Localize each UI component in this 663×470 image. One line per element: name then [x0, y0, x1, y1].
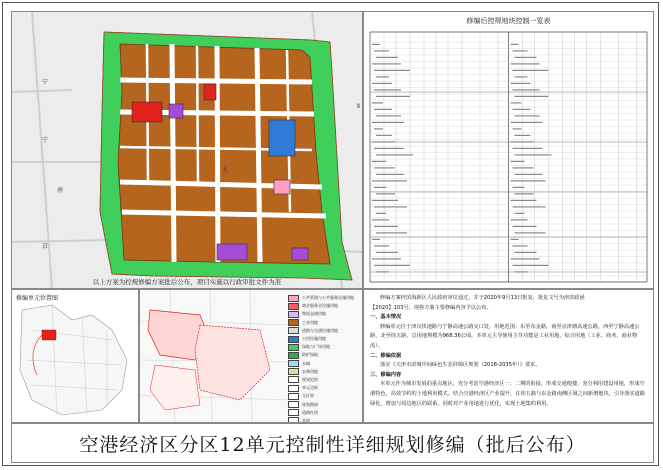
- table-cell-text: [376, 154, 413, 155]
- table-cell-text: [513, 50, 528, 51]
- table-cell-text: [376, 252, 398, 253]
- notes-body: 本单元作为城市发展的重点地区，充分考虑空港经济区一、二期的衔接，形成交通便捷、充分利用建设用地，形成空港特色，高效节约的土地利用模式。结合空港经济区产业提升，在纬五路与东金路南侧区域之间新增地块，引导落实道路绿化，增加与周边地区的联系，同时对产业用地进行优化，实现土地集约利用。: [370, 381, 645, 407]
- table-cell-text: [374, 109, 392, 110]
- legend-item: [288, 376, 358, 384]
- table-cell-text: [376, 174, 404, 175]
- legend-label: 商业服务业设施用地: [302, 303, 338, 309]
- legend-label: 分区界: [302, 393, 314, 399]
- table-cell-text: [372, 44, 380, 45]
- control-table-panel: [363, 11, 654, 289]
- table-cell-text: [511, 239, 519, 240]
- table-cell-text: [515, 154, 552, 155]
- table-cell-text: [372, 180, 407, 181]
- table-title: 修编后控规地块控制一览表: [466, 17, 551, 25]
- table-cell-text: [515, 96, 549, 97]
- legend-label: 工业用地: [302, 319, 318, 325]
- table-cell-text: [374, 206, 407, 207]
- table-cell-text: [511, 83, 531, 84]
- table-cell-text: [515, 174, 543, 175]
- table-cell-text: [511, 102, 522, 103]
- legend-swatch: [288, 336, 299, 343]
- legend: [288, 294, 358, 423]
- table-cell-text: [515, 57, 537, 58]
- table-cell-text: [372, 63, 401, 64]
- legend-swatch: [288, 385, 299, 392]
- legend-item: [288, 360, 358, 368]
- table-cell-text: [513, 265, 549, 266]
- legend-item: [288, 384, 358, 392]
- table-cell-text: [515, 115, 540, 116]
- table-cell-text: [372, 200, 398, 201]
- page-title: 空港经济区分区12单元控制性详细规划修编（批后公布）: [79, 433, 586, 456]
- table-cell-text: [515, 232, 546, 233]
- location-map: [12, 290, 138, 422]
- table-cell-text: [374, 50, 389, 51]
- table-cell-text: [511, 180, 546, 181]
- notes-heading: 三、修编内容: [370, 371, 402, 378]
- table-cell-text: [376, 96, 410, 97]
- legend-label: 单元边界: [302, 385, 318, 391]
- table-cell-text: [376, 57, 398, 58]
- table-cell-text: [515, 213, 525, 214]
- road-label: 京: [42, 243, 49, 250]
- table-cell-text: [513, 89, 540, 90]
- legend-item: [288, 368, 358, 376]
- table-cell-text: [513, 128, 522, 129]
- legend-label: 绿地与广场用地: [302, 344, 330, 350]
- legend-item: [288, 319, 358, 327]
- road-label: 南: [57, 187, 64, 194]
- table-cell-text: [376, 232, 407, 233]
- table-cell-text: [511, 141, 534, 142]
- control-table-grid: [364, 12, 653, 288]
- road-label: 宁: [42, 79, 49, 86]
- table-cell-text: [513, 70, 549, 71]
- table-cell-text: [513, 148, 543, 149]
- table-cell-text: [511, 63, 540, 64]
- legend-label: 水域: [302, 360, 310, 366]
- land-use-map: [12, 12, 362, 288]
- table-cell-text: [515, 271, 528, 272]
- legend-swatch: [288, 319, 299, 326]
- legend-label: 道路与交通设施用地: [302, 327, 338, 333]
- table-cell-text: [372, 102, 383, 103]
- sheet-frame: [2, 2, 659, 466]
- legend-item: [288, 310, 358, 318]
- legend-item: [288, 302, 358, 310]
- legend-label: 防护绿地: [302, 352, 318, 358]
- notes-heading: 一、基本情况: [370, 314, 402, 321]
- legend-swatch: [288, 303, 299, 310]
- zoom-map-panel: [139, 289, 363, 423]
- notes-text: [370, 294, 647, 409]
- legend-label: 规划路网: [302, 401, 318, 407]
- table-cell-text: [372, 141, 395, 142]
- table-cell-text: [372, 83, 392, 84]
- legend-swatch: [288, 327, 299, 334]
- table-cell-text: [376, 135, 392, 136]
- table-cell-text: [372, 122, 404, 123]
- table-cell-text: [374, 148, 404, 149]
- notes-body: 落实《天津市滨城中间绿色生态屏障区规划（2018-2035年）》要求。: [380, 362, 541, 369]
- table-cell-text: [511, 44, 519, 45]
- road-label: Ⅱ: [357, 103, 360, 110]
- legend-label: 物流仓储用地: [302, 311, 326, 317]
- table-cell-text: [376, 115, 401, 116]
- legend-swatch: [288, 295, 299, 302]
- legend-swatch: [288, 409, 299, 416]
- table-cell-text: [511, 122, 543, 123]
- legend-swatch: [288, 376, 299, 383]
- legend-item: [288, 327, 358, 335]
- legend-item: [288, 343, 358, 351]
- table-cell-text: [374, 265, 410, 266]
- table-cell-text: [511, 219, 528, 220]
- legend-swatch: [288, 360, 299, 367]
- legend-swatch: [288, 401, 299, 408]
- location-map-panel: [11, 289, 139, 423]
- legend-item: [288, 351, 358, 359]
- table-cell-text: [374, 245, 389, 246]
- legend-item: [288, 294, 358, 302]
- table-cell-text: [515, 193, 534, 194]
- table-cell-text: [513, 167, 534, 168]
- notes-line: 【2020】103号。现将方案主要修编内容予以公布。: [370, 304, 492, 311]
- legend-label: 公共管理与公共服务设施用地: [302, 295, 354, 301]
- legend-label: 农林用地: [302, 368, 318, 374]
- table-cell-text: [374, 89, 401, 90]
- notes-panel: [363, 289, 654, 423]
- legend-label: 公用设施用地: [302, 336, 326, 342]
- legend-item: [288, 409, 358, 417]
- road-label: 宁: [42, 137, 49, 144]
- table-cell-text: [374, 187, 386, 188]
- legend-swatch: [288, 368, 299, 375]
- map-caption: 以上方案为控规修编方案批后公布，项目实施以行政审批文件为准: [92, 278, 282, 286]
- table-cell-text: [515, 135, 531, 136]
- land-use-map-panel: [11, 11, 363, 289]
- notes-heading: 二、修编依据: [370, 352, 402, 359]
- table-cell-text: [515, 252, 537, 253]
- title-bar: [11, 423, 654, 463]
- table-cell-text: [372, 258, 401, 259]
- notes-line: 修编方案经滨海新区人民政府审议通过，并于2020年9月13日批复，批复文号为津滨政函: [380, 295, 585, 301]
- table-cell-text: [513, 109, 531, 110]
- table-cell-text: [511, 200, 537, 201]
- table-cell-text: [374, 128, 383, 129]
- table-cell-text: [376, 76, 389, 77]
- legend-label: 其他: [302, 417, 310, 423]
- table-cell-text: [511, 161, 525, 162]
- location-map-title: 修编单元位置图: [16, 295, 59, 302]
- legend-item: [288, 400, 358, 408]
- legend-swatch: [288, 311, 299, 318]
- table-cell-text: [374, 70, 410, 71]
- table-cell-text: [376, 193, 395, 194]
- table-cell-text: [374, 226, 398, 227]
- table-cell-text: [372, 219, 389, 220]
- legend-label: 道路红线: [302, 409, 318, 415]
- table-cell-text: [372, 239, 380, 240]
- legend-swatch: [288, 352, 299, 359]
- table-cell-text: [515, 76, 528, 77]
- table-cell-text: [511, 258, 540, 259]
- legend-item: [288, 335, 358, 343]
- table-cell-text: [372, 161, 386, 162]
- table-cell-text: [376, 271, 389, 272]
- table-cell-text: [513, 206, 546, 207]
- legend-swatch: [288, 393, 299, 400]
- legend-label: 规划范围: [302, 376, 318, 382]
- table-cell-text: [374, 167, 395, 168]
- legend-item: [288, 392, 358, 400]
- road-label: 大: [222, 167, 229, 174]
- notes-body: 修编单元位于津汉快速路与宁静高速公路交口处，用地范围：东至东金路，南至京津塘高速公路，西至宁静高速公路，北至纬五路，总用地规模为968.36公顷。本单元主导使用主导功能是工业用地、综合用地（工业、商务、商业物流）。: [370, 323, 640, 349]
- legend-swatch: [288, 344, 299, 351]
- table-cell-text: [513, 226, 537, 227]
- table-cell-text: [513, 187, 525, 188]
- table-cell-text: [513, 245, 528, 246]
- table-cell-text: [376, 213, 386, 214]
